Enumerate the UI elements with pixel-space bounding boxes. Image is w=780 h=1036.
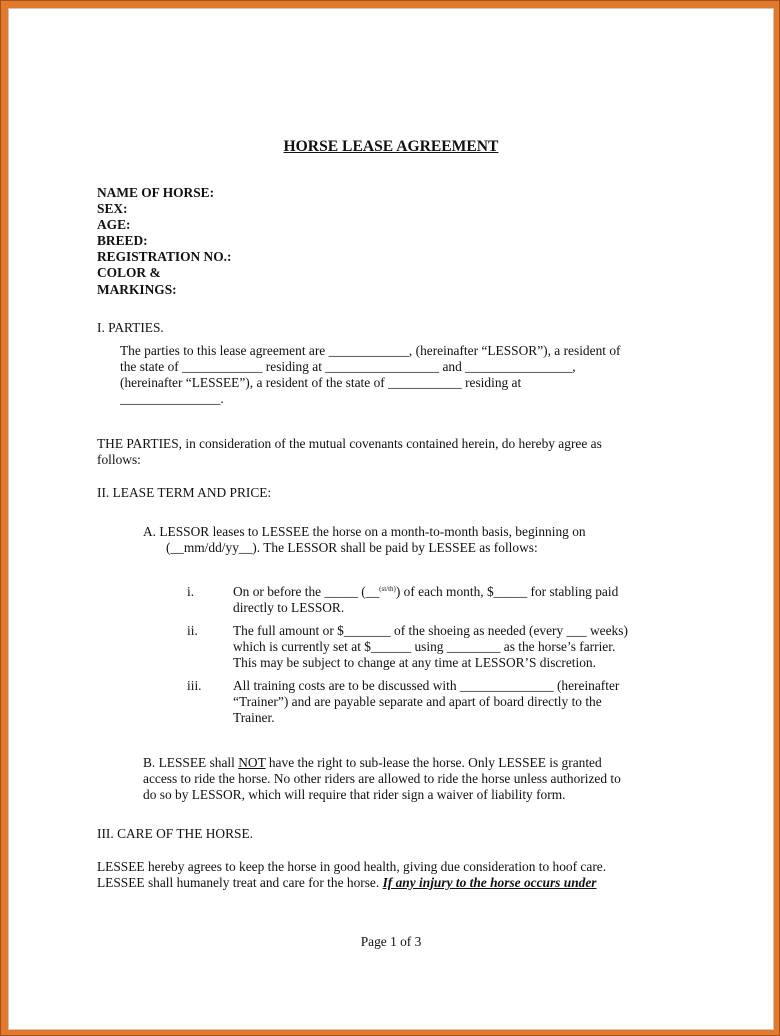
sub-item-i-text-before: On or before the _____ (__	[233, 584, 380, 599]
care-emphasis: If any injury to the horse occurs under	[382, 875, 597, 890]
care-line	[97, 875, 597, 891]
field-name-of-horse: NAME OF HORSE:	[97, 185, 215, 200]
ordinal-superscript: (st/th)	[379, 585, 396, 593]
sub-item-ii-line: which is currently set at $______ using ________ as the horse’s farrier.	[233, 639, 616, 654]
sub-item-i-text-after: ) of each month, $_____ for stabling paid	[395, 584, 619, 599]
section-care-heading: III. CARE OF THE HORSE.	[97, 826, 253, 841]
section-parties-heading: I. PARTIES.	[97, 320, 164, 335]
sub-item-i-line: directly to LESSOR.	[233, 600, 345, 615]
item-b-text-after: have the right to sub-lease the horse. Only LESSEE is granted	[265, 755, 602, 770]
care-text: LESSEE shall humanely treat and care for the horse.	[97, 875, 383, 890]
field-color: COLOR &	[97, 265, 161, 280]
page-number: Page 1 of 3	[360, 934, 422, 949]
sub-item-ii-line: This may be subject to change at any time at LESSOR’S discretion.	[233, 655, 596, 670]
intro-line: THE PARTIES, in consideration of the mutual covenants contained herein, do hereby agree as	[97, 436, 602, 451]
item-a-line: (__mm/dd/yy__). The LESSOR shall be paid by LESSEE as follows:	[166, 540, 538, 555]
field-registration-no: REGISTRATION NO.:	[97, 249, 232, 264]
document-page	[8, 8, 774, 1030]
item-b-line: do so by LESSOR, which will require that rider sign a waiver of liability form.	[143, 787, 566, 802]
item-b-not-emphasis: NOT	[238, 755, 266, 770]
item-b-line: access to ride the horse. No other riders are allowed to ride the horse unless authorized to	[143, 771, 621, 786]
sub-item-ii-line: The full amount or $_______ of the shoeing as needed (every ___ weeks)	[233, 623, 628, 638]
sub-item-number: iii.	[187, 678, 202, 693]
sub-item-iii-line: All training costs are to be discussed with ______________ (hereinafter	[233, 678, 620, 693]
parties-line: _______________.	[120, 391, 224, 406]
section-lease-heading: II. LEASE TERM AND PRICE:	[97, 485, 272, 500]
parties-line: (hereinafter “LESSEE”), a resident of the state of ___________ residing at	[120, 375, 522, 390]
sub-item-number: ii.	[187, 623, 198, 638]
sub-item-number: i.	[187, 584, 195, 599]
sub-item-i-line	[233, 584, 618, 600]
intro-line: follows:	[97, 452, 141, 467]
field-age: AGE:	[97, 217, 131, 232]
parties-line: The parties to this lease agreement are ____________, (hereinafter “LESSOR”), a resident of	[120, 343, 621, 358]
item-a-line: A. LESSOR leases to LESSEE the horse on a month-to-month basis, beginning on	[143, 524, 586, 539]
field-sex: SEX:	[97, 201, 128, 216]
sub-item-iii-line: “Trainer”) and are payable separate and apart of board directly to the	[233, 694, 602, 709]
item-b-line	[143, 755, 602, 771]
parties-line: the state of ____________ residing at _________________ and ________________,	[120, 359, 576, 374]
care-line: LESSEE hereby agrees to keep the horse in good health, giving due consideration to hoof care.	[97, 859, 607, 874]
item-b-text-before: B. LESSEE shall	[143, 755, 239, 770]
document-title: HORSE LEASE AGREEMENT	[283, 138, 499, 155]
sub-item-iii-line: Trainer.	[233, 710, 275, 725]
field-markings: MARKINGS:	[97, 282, 177, 297]
field-breed: BREED:	[97, 233, 148, 248]
